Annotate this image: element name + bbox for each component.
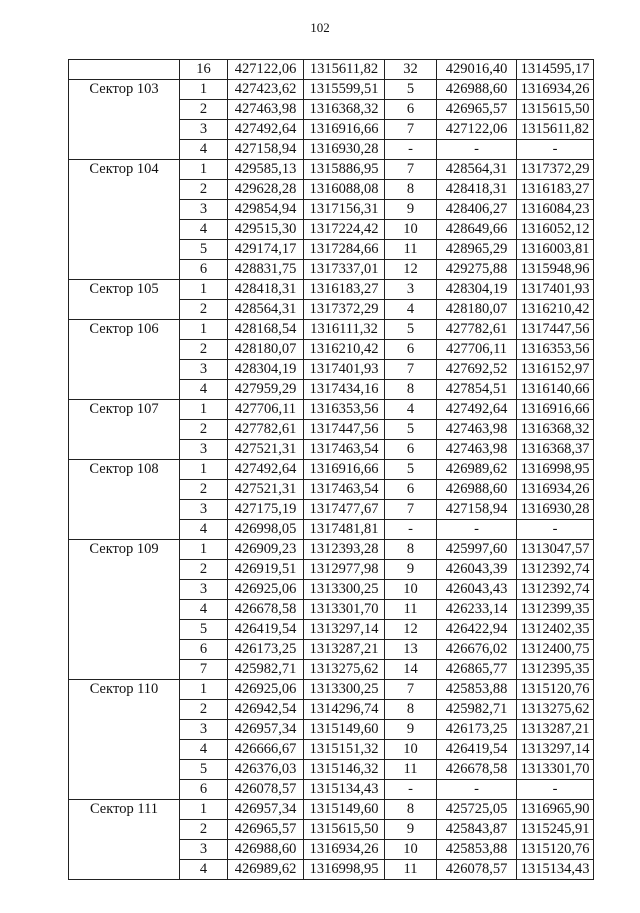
y-coordinate-cell: 1316934,26 — [517, 480, 594, 500]
point-number-cell: 8 — [385, 380, 437, 400]
point-number-cell: 7 — [385, 360, 437, 380]
x-coordinate-cell: 425982,71 — [228, 660, 304, 680]
y-coordinate-cell: 1314595,17 — [517, 60, 594, 80]
y-coordinate-cell: 1315615,50 — [517, 100, 594, 120]
point-number-cell: 2 — [180, 700, 228, 720]
x-coordinate-cell: 429016,40 — [437, 60, 517, 80]
y-coordinate-cell: 1317434,16 — [304, 380, 385, 400]
y-coordinate-cell: 1312400,75 — [517, 640, 594, 660]
x-coordinate-cell: 427692,52 — [437, 360, 517, 380]
point-number-cell: 9 — [385, 200, 437, 220]
x-coordinate-cell: 428180,07 — [228, 340, 304, 360]
y-coordinate-cell: 1315149,60 — [304, 800, 385, 820]
y-coordinate-cell: 1316088,08 — [304, 180, 385, 200]
y-coordinate-cell: 1312395,35 — [517, 660, 594, 680]
y-coordinate-cell: 1313287,21 — [304, 640, 385, 660]
point-number-cell: 9 — [385, 720, 437, 740]
y-coordinate-cell: 1313301,70 — [517, 760, 594, 780]
point-number-cell: 2 — [180, 180, 228, 200]
point-number-cell: 1 — [180, 160, 228, 180]
x-coordinate-cell: 426919,51 — [228, 560, 304, 580]
y-coordinate-cell: 1317481,81 — [304, 520, 385, 540]
y-coordinate-cell: 1316930,28 — [517, 500, 594, 520]
point-number-cell: 7 — [385, 500, 437, 520]
x-coordinate-cell: 426666,67 — [228, 740, 304, 760]
y-coordinate-cell: 1315611,82 — [304, 60, 385, 80]
y-coordinate-cell: 1316183,27 — [517, 180, 594, 200]
y-coordinate-cell: 1313297,14 — [517, 740, 594, 760]
x-coordinate-cell: 426043,43 — [437, 580, 517, 600]
x-coordinate-cell: 426988,60 — [437, 80, 517, 100]
y-coordinate-cell: 1316152,97 — [517, 360, 594, 380]
point-number-cell: 5 — [385, 420, 437, 440]
x-coordinate-cell: 427463,98 — [228, 100, 304, 120]
x-coordinate-cell: 426078,57 — [437, 860, 517, 880]
x-coordinate-cell: 428965,29 — [437, 240, 517, 260]
y-coordinate-cell: 1315245,91 — [517, 820, 594, 840]
x-coordinate-cell: 428564,31 — [228, 300, 304, 320]
point-number-cell: 2 — [180, 560, 228, 580]
page-number: 102 — [310, 20, 330, 35]
x-coordinate-cell: 427492,64 — [228, 120, 304, 140]
point-number-cell: 9 — [385, 560, 437, 580]
x-coordinate-cell: 426678,58 — [228, 600, 304, 620]
table-row — [69, 400, 594, 420]
y-coordinate-cell: 1312393,28 — [304, 540, 385, 560]
point-number-cell: 8 — [385, 800, 437, 820]
x-coordinate-cell: 428406,27 — [437, 200, 517, 220]
x-coordinate-cell: 428649,66 — [437, 220, 517, 240]
x-coordinate-cell: 426925,06 — [228, 680, 304, 700]
point-number-cell: 10 — [385, 740, 437, 760]
sector-name-cell — [69, 60, 180, 80]
point-number-cell: 7 — [385, 120, 437, 140]
y-coordinate-cell: 1315149,60 — [304, 720, 385, 740]
x-coordinate-cell: 428831,75 — [228, 260, 304, 280]
point-number-cell: 3 — [180, 720, 228, 740]
point-number-cell: 8 — [385, 540, 437, 560]
x-coordinate-cell: 427521,31 — [228, 480, 304, 500]
y-coordinate-cell: 1316930,28 — [304, 140, 385, 160]
x-coordinate-cell: 426173,25 — [228, 640, 304, 660]
y-coordinate-cell: 1316210,42 — [517, 300, 594, 320]
sector-name-cell: Сектор 109 — [69, 540, 180, 680]
x-coordinate-cell: 429275,88 — [437, 260, 517, 280]
y-coordinate-cell: 1315599,51 — [304, 80, 385, 100]
point-number-cell: 5 — [180, 240, 228, 260]
x-coordinate-cell: 426078,57 — [228, 780, 304, 800]
point-number-cell: 12 — [385, 620, 437, 640]
y-coordinate-cell: 1317447,56 — [517, 320, 594, 340]
y-coordinate-cell: 1317401,93 — [304, 360, 385, 380]
point-number-cell: 1 — [180, 460, 228, 480]
y-coordinate-cell: 1316353,56 — [304, 400, 385, 420]
y-coordinate-cell: 1316998,95 — [517, 460, 594, 480]
x-coordinate-cell: 425853,88 — [437, 680, 517, 700]
x-coordinate-cell: 428304,19 — [437, 280, 517, 300]
x-coordinate-cell: 426678,58 — [437, 760, 517, 780]
y-coordinate-cell: 1315120,76 — [517, 680, 594, 700]
y-coordinate-cell: 1313275,62 — [517, 700, 594, 720]
x-coordinate-cell: 428168,54 — [228, 320, 304, 340]
y-coordinate-cell: 1315120,76 — [517, 840, 594, 860]
x-coordinate-cell: 426988,60 — [228, 840, 304, 860]
x-coordinate-cell: 429628,28 — [228, 180, 304, 200]
x-coordinate-cell: 428180,07 — [437, 300, 517, 320]
x-coordinate-cell: - — [437, 780, 517, 800]
x-coordinate-cell: 427492,64 — [228, 460, 304, 480]
x-coordinate-cell: 425982,71 — [437, 700, 517, 720]
x-coordinate-cell: 425997,60 — [437, 540, 517, 560]
y-coordinate-cell: 1315151,32 — [304, 740, 385, 760]
x-coordinate-cell: 427122,06 — [228, 60, 304, 80]
x-coordinate-cell: 427463,98 — [437, 440, 517, 460]
point-number-cell: 32 — [385, 60, 437, 80]
point-number-cell: 5 — [180, 760, 228, 780]
point-number-cell: 10 — [385, 220, 437, 240]
x-coordinate-cell: 429585,13 — [228, 160, 304, 180]
point-number-cell: 1 — [180, 280, 228, 300]
point-number-cell: 7 — [385, 160, 437, 180]
point-number-cell: 4 — [180, 740, 228, 760]
point-number-cell: 6 — [180, 640, 228, 660]
x-coordinate-cell: 427492,64 — [437, 400, 517, 420]
y-coordinate-cell: 1313275,62 — [304, 660, 385, 680]
x-coordinate-cell: 428418,31 — [228, 280, 304, 300]
coordinates-table — [68, 59, 594, 880]
y-coordinate-cell: 1316916,66 — [304, 120, 385, 140]
y-coordinate-cell: 1315948,96 — [517, 260, 594, 280]
x-coordinate-cell: 426173,25 — [437, 720, 517, 740]
x-coordinate-cell: 426988,60 — [437, 480, 517, 500]
x-coordinate-cell: 427782,61 — [228, 420, 304, 440]
y-coordinate-cell: 1316368,37 — [517, 440, 594, 460]
x-coordinate-cell: 427706,11 — [437, 340, 517, 360]
x-coordinate-cell: 426965,57 — [228, 820, 304, 840]
point-number-cell: 1 — [180, 540, 228, 560]
point-number-cell: 13 — [385, 640, 437, 660]
point-number-cell: 5 — [385, 320, 437, 340]
table-row — [69, 320, 594, 340]
y-coordinate-cell: 1314296,74 — [304, 700, 385, 720]
y-coordinate-cell: 1316934,26 — [304, 840, 385, 860]
x-coordinate-cell: - — [437, 520, 517, 540]
x-coordinate-cell: 427175,19 — [228, 500, 304, 520]
point-number-cell: 1 — [180, 800, 228, 820]
point-number-cell: 2 — [180, 820, 228, 840]
point-number-cell: 3 — [180, 200, 228, 220]
table-row — [69, 60, 594, 80]
x-coordinate-cell: 426419,54 — [228, 620, 304, 640]
point-number-cell: 7 — [385, 680, 437, 700]
point-number-cell: 8 — [385, 180, 437, 200]
y-coordinate-cell: 1317463,54 — [304, 480, 385, 500]
sector-name-cell: Сектор 106 — [69, 320, 180, 400]
x-coordinate-cell: 426043,39 — [437, 560, 517, 580]
sector-name-cell: Сектор 107 — [69, 400, 180, 460]
point-number-cell: 10 — [385, 580, 437, 600]
x-coordinate-cell: 426989,62 — [228, 860, 304, 880]
point-number-cell: 3 — [180, 580, 228, 600]
point-number-cell: 4 — [385, 400, 437, 420]
table-row — [69, 680, 594, 700]
x-coordinate-cell: 427959,29 — [228, 380, 304, 400]
y-coordinate-cell: 1313300,25 — [304, 680, 385, 700]
x-coordinate-cell: 427463,98 — [437, 420, 517, 440]
point-number-cell: 4 — [180, 860, 228, 880]
point-number-cell: 4 — [385, 300, 437, 320]
y-coordinate-cell: 1316368,32 — [517, 420, 594, 440]
x-coordinate-cell: 426909,23 — [228, 540, 304, 560]
point-number-cell: 3 — [180, 840, 228, 860]
y-coordinate-cell: 1316916,66 — [517, 400, 594, 420]
point-number-cell: 9 — [385, 820, 437, 840]
x-coordinate-cell: 426676,02 — [437, 640, 517, 660]
table-row — [69, 800, 594, 820]
point-number-cell: 1 — [180, 80, 228, 100]
y-coordinate-cell: 1317477,67 — [304, 500, 385, 520]
x-coordinate-cell: 427423,62 — [228, 80, 304, 100]
y-coordinate-cell: 1313047,57 — [517, 540, 594, 560]
sector-name-cell: Сектор 104 — [69, 160, 180, 280]
x-coordinate-cell: 429515,30 — [228, 220, 304, 240]
x-coordinate-cell: 426419,54 — [437, 740, 517, 760]
y-coordinate-cell: - — [517, 140, 594, 160]
x-coordinate-cell: 427782,61 — [437, 320, 517, 340]
point-number-cell: 3 — [180, 120, 228, 140]
x-coordinate-cell: 426942,54 — [228, 700, 304, 720]
x-coordinate-cell: 427158,94 — [228, 140, 304, 160]
sector-name-cell: Сектор 105 — [69, 280, 180, 320]
point-number-cell: 8 — [385, 700, 437, 720]
y-coordinate-cell: 1315611,82 — [517, 120, 594, 140]
y-coordinate-cell: 1312392,74 — [517, 560, 594, 580]
point-number-cell: 1 — [180, 400, 228, 420]
y-coordinate-cell: 1316368,32 — [304, 100, 385, 120]
y-coordinate-cell: 1312392,74 — [517, 580, 594, 600]
x-coordinate-cell: 428304,19 — [228, 360, 304, 380]
y-coordinate-cell: 1313297,14 — [304, 620, 385, 640]
table-row — [69, 280, 594, 300]
point-number-cell: 11 — [385, 760, 437, 780]
x-coordinate-cell: 427521,31 — [228, 440, 304, 460]
x-coordinate-cell: 426925,06 — [228, 580, 304, 600]
y-coordinate-cell: 1317447,56 — [304, 420, 385, 440]
x-coordinate-cell: 427158,94 — [437, 500, 517, 520]
x-coordinate-cell: 426865,77 — [437, 660, 517, 680]
point-number-cell: 4 — [180, 140, 228, 160]
y-coordinate-cell: 1316353,56 — [517, 340, 594, 360]
point-number-cell: 5 — [385, 460, 437, 480]
y-coordinate-cell: 1316210,42 — [304, 340, 385, 360]
y-coordinate-cell: 1316998,95 — [304, 860, 385, 880]
point-number-cell: 12 — [385, 260, 437, 280]
y-coordinate-cell: 1312402,35 — [517, 620, 594, 640]
y-coordinate-cell: 1316052,12 — [517, 220, 594, 240]
point-number-cell: - — [385, 140, 437, 160]
point-number-cell: 10 — [385, 840, 437, 860]
table-row — [69, 160, 594, 180]
y-coordinate-cell: - — [517, 520, 594, 540]
y-coordinate-cell: 1312977,98 — [304, 560, 385, 580]
y-coordinate-cell: 1316965,90 — [517, 800, 594, 820]
coordinates-table-body — [69, 60, 594, 880]
x-coordinate-cell: 429854,94 — [228, 200, 304, 220]
point-number-cell: 4 — [180, 220, 228, 240]
y-coordinate-cell: 1317401,93 — [517, 280, 594, 300]
x-coordinate-cell: 426998,05 — [228, 520, 304, 540]
point-number-cell: 6 — [385, 440, 437, 460]
x-coordinate-cell: 427706,11 — [228, 400, 304, 420]
point-number-cell: 6 — [385, 480, 437, 500]
y-coordinate-cell: 1317284,66 — [304, 240, 385, 260]
y-coordinate-cell: 1315615,50 — [304, 820, 385, 840]
x-coordinate-cell: 426957,34 — [228, 800, 304, 820]
point-number-cell: 16 — [180, 60, 228, 80]
point-number-cell: 11 — [385, 600, 437, 620]
y-coordinate-cell: 1317224,42 — [304, 220, 385, 240]
point-number-cell: - — [385, 520, 437, 540]
x-coordinate-cell: 425725,05 — [437, 800, 517, 820]
x-coordinate-cell: 425843,87 — [437, 820, 517, 840]
point-number-cell: 3 — [180, 440, 228, 460]
point-number-cell: 4 — [180, 380, 228, 400]
point-number-cell: 4 — [180, 520, 228, 540]
x-coordinate-cell: 425853,88 — [437, 840, 517, 860]
point-number-cell: 1 — [180, 680, 228, 700]
x-coordinate-cell: 426233,14 — [437, 600, 517, 620]
y-coordinate-cell: - — [517, 780, 594, 800]
y-coordinate-cell: 1316183,27 — [304, 280, 385, 300]
x-coordinate-cell: - — [437, 140, 517, 160]
point-number-cell: 2 — [180, 300, 228, 320]
point-number-cell: 2 — [180, 480, 228, 500]
x-coordinate-cell: 426965,57 — [437, 100, 517, 120]
y-coordinate-cell: 1316934,26 — [517, 80, 594, 100]
point-number-cell: 11 — [385, 860, 437, 880]
y-coordinate-cell: 1317372,29 — [304, 300, 385, 320]
y-coordinate-cell: 1317156,31 — [304, 200, 385, 220]
x-coordinate-cell: 426422,94 — [437, 620, 517, 640]
y-coordinate-cell: 1315886,95 — [304, 160, 385, 180]
y-coordinate-cell: 1312399,35 — [517, 600, 594, 620]
y-coordinate-cell: 1316084,23 — [517, 200, 594, 220]
point-number-cell: 3 — [180, 500, 228, 520]
point-number-cell: 6 — [385, 340, 437, 360]
point-number-cell: - — [385, 780, 437, 800]
sector-name-cell: Сектор 108 — [69, 460, 180, 540]
y-coordinate-cell: 1317337,01 — [304, 260, 385, 280]
point-number-cell: 7 — [180, 660, 228, 680]
point-number-cell: 11 — [385, 240, 437, 260]
point-number-cell: 6 — [385, 100, 437, 120]
sector-name-cell: Сектор 103 — [69, 80, 180, 160]
y-coordinate-cell: 1316003,81 — [517, 240, 594, 260]
sector-name-cell: Сектор 111 — [69, 800, 180, 880]
point-number-cell: 4 — [180, 600, 228, 620]
x-coordinate-cell: 429174,17 — [228, 240, 304, 260]
x-coordinate-cell: 427854,51 — [437, 380, 517, 400]
point-number-cell: 6 — [180, 780, 228, 800]
x-coordinate-cell: 428564,31 — [437, 160, 517, 180]
y-coordinate-cell: 1315146,32 — [304, 760, 385, 780]
point-number-cell: 3 — [180, 360, 228, 380]
point-number-cell: 1 — [180, 320, 228, 340]
y-coordinate-cell: 1316140,66 — [517, 380, 594, 400]
point-number-cell: 2 — [180, 420, 228, 440]
y-coordinate-cell: 1313287,21 — [517, 720, 594, 740]
x-coordinate-cell: 427122,06 — [437, 120, 517, 140]
point-number-cell: 2 — [180, 340, 228, 360]
x-coordinate-cell: 426989,62 — [437, 460, 517, 480]
point-number-cell: 14 — [385, 660, 437, 680]
point-number-cell: 6 — [180, 260, 228, 280]
table-row — [69, 540, 594, 560]
y-coordinate-cell: 1316916,66 — [304, 460, 385, 480]
table-row — [69, 460, 594, 480]
y-coordinate-cell: 1313300,25 — [304, 580, 385, 600]
point-number-cell: 5 — [385, 80, 437, 100]
point-number-cell: 5 — [180, 620, 228, 640]
x-coordinate-cell: 428418,31 — [437, 180, 517, 200]
x-coordinate-cell: 426957,34 — [228, 720, 304, 740]
table-row — [69, 80, 594, 100]
y-coordinate-cell: 1317372,29 — [517, 160, 594, 180]
point-number-cell: 2 — [180, 100, 228, 120]
y-coordinate-cell: 1315134,43 — [304, 780, 385, 800]
y-coordinate-cell: 1315134,43 — [517, 860, 594, 880]
y-coordinate-cell: 1316111,32 — [304, 320, 385, 340]
y-coordinate-cell: 1313301,70 — [304, 600, 385, 620]
y-coordinate-cell: 1317463,54 — [304, 440, 385, 460]
point-number-cell: 3 — [385, 280, 437, 300]
x-coordinate-cell: 426376,03 — [228, 760, 304, 780]
sector-name-cell: Сектор 110 — [69, 680, 180, 800]
